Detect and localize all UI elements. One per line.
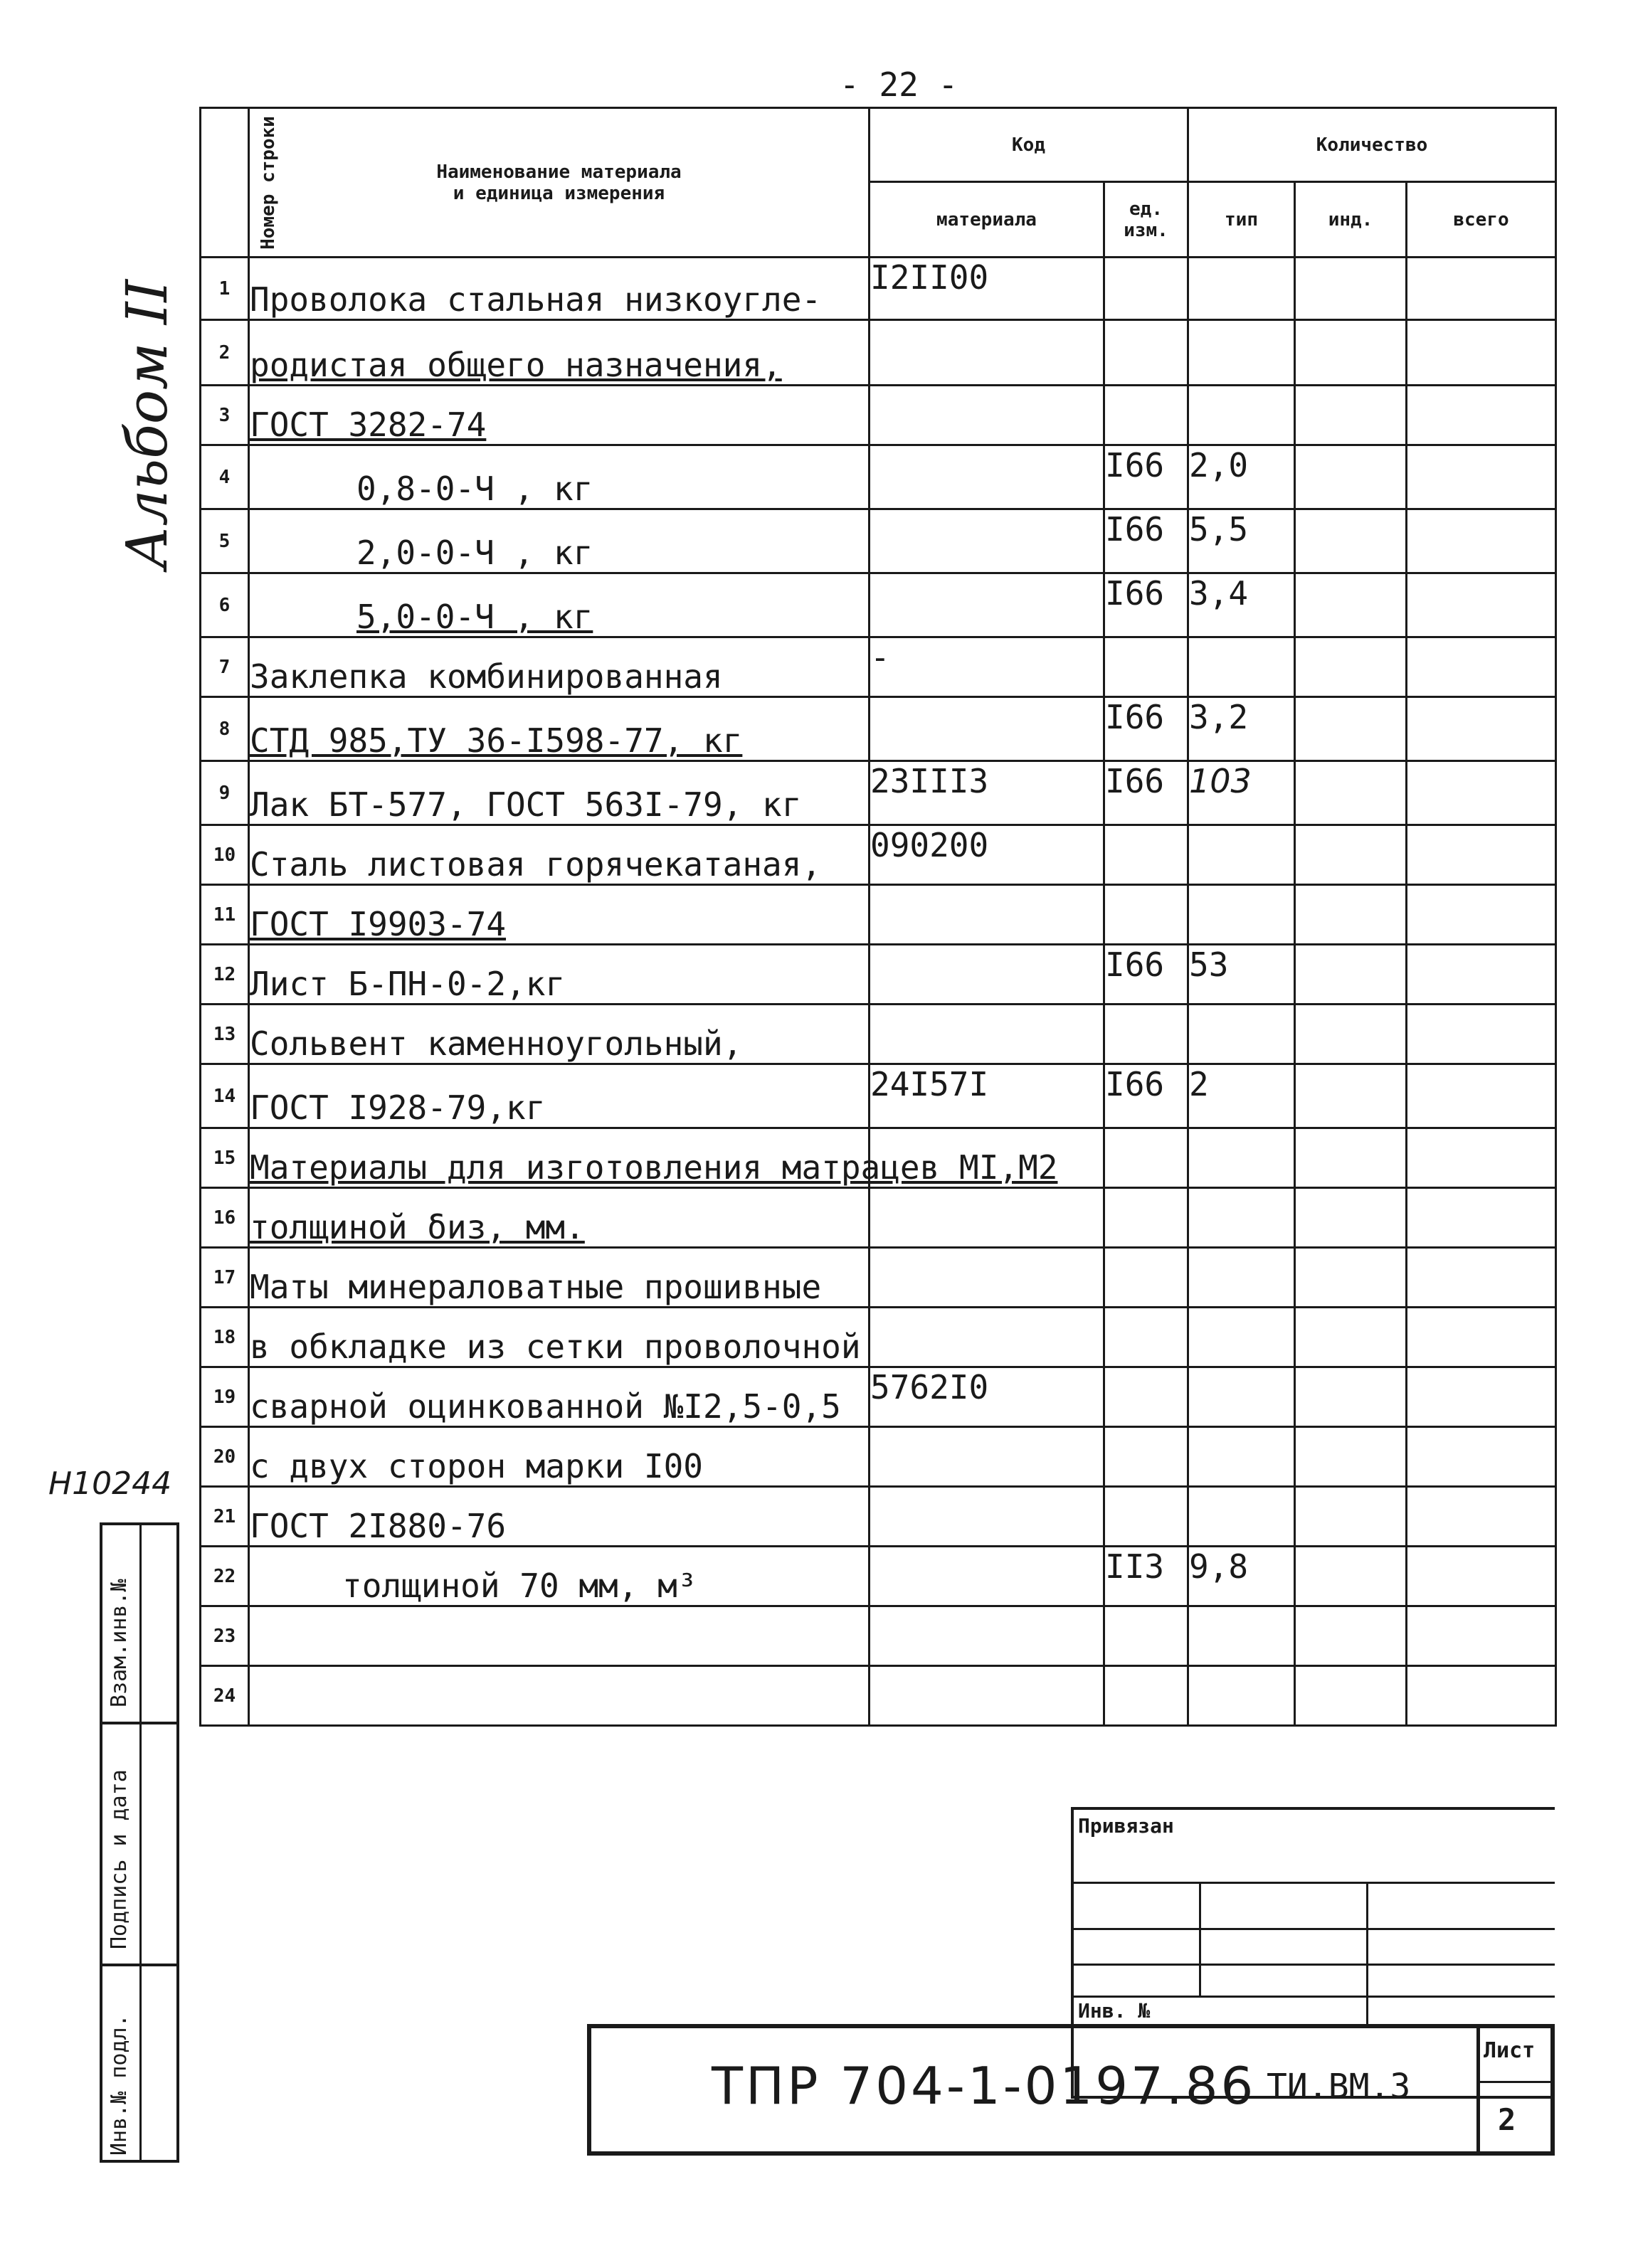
row-number: 12 [201, 945, 249, 1005]
unit-code: I66 [1104, 761, 1188, 825]
qty-typ [1188, 1427, 1295, 1487]
qty-total [1407, 1064, 1556, 1128]
qty-ind [1295, 1005, 1407, 1064]
material-code [870, 509, 1104, 573]
unit-code [1104, 1128, 1188, 1188]
material-code [870, 1666, 1104, 1726]
row-number: 14 [201, 1064, 249, 1128]
row-number: 19 [201, 1367, 249, 1427]
stamp-vline [1366, 1882, 1368, 2024]
material-name: с двух сторон марки I00 [249, 1427, 870, 1487]
unit-code: I66 [1104, 1064, 1188, 1128]
row-number: 23 [201, 1606, 249, 1666]
qty-typ [1188, 386, 1295, 445]
material-code [870, 1248, 1104, 1308]
qty-total [1407, 637, 1556, 697]
unit-code: I66 [1104, 697, 1188, 761]
unit-code [1104, 1188, 1188, 1248]
side-divider [139, 1522, 142, 2163]
qty-ind [1295, 697, 1407, 761]
qty-total [1407, 1128, 1556, 1188]
qty-ind [1295, 1427, 1407, 1487]
table-row [201, 825, 1556, 885]
table-row [201, 761, 1556, 825]
qty-ind [1295, 1487, 1407, 1547]
table-row [201, 1128, 1556, 1188]
table-row [201, 1666, 1556, 1726]
qty-typ [1188, 885, 1295, 945]
stamp-line [1071, 1996, 1555, 1998]
unit-code: I66 [1104, 509, 1188, 573]
material-code [870, 1188, 1104, 1248]
table-row [201, 1547, 1556, 1606]
material-code [870, 1547, 1104, 1606]
material-name: ГОСТ 2I880-76 [249, 1487, 870, 1547]
page-number: - 22 - [840, 65, 958, 104]
material-name: Заклепка комбинированная [249, 637, 870, 697]
material-code [870, 1005, 1104, 1064]
material-code [870, 573, 1104, 637]
material-code [870, 1606, 1104, 1666]
qty-typ [1188, 1606, 1295, 1666]
material-name: сварной оцинкованной №I2,5-0,5 [249, 1367, 870, 1427]
stamp-line [1071, 1964, 1555, 1966]
qty-ind [1295, 945, 1407, 1005]
table-row [201, 1427, 1556, 1487]
qty-typ [1188, 1487, 1295, 1547]
row-number: 18 [201, 1308, 249, 1367]
qty-ind [1295, 1128, 1407, 1188]
unit-code [1104, 320, 1188, 386]
table-row [201, 258, 1556, 320]
unit-code [1104, 1666, 1188, 1726]
stamp-line [1071, 1928, 1555, 1930]
qty-ind [1295, 1666, 1407, 1726]
row-number: 17 [201, 1248, 249, 1308]
qty-typ [1188, 825, 1295, 885]
material-name: Лист Б-ПН-0-2,кг [249, 945, 870, 1005]
table-row [201, 445, 1556, 509]
qty-ind [1295, 761, 1407, 825]
row-number: 11 [201, 885, 249, 945]
material-name: СТД 985,ТУ 36-I598-77, кг [249, 697, 870, 761]
unit-code [1104, 1487, 1188, 1547]
row-number: 1 [201, 258, 249, 320]
qty-typ [1188, 1248, 1295, 1308]
qty-ind [1295, 1064, 1407, 1128]
material-code [870, 320, 1104, 386]
material-code [870, 1487, 1104, 1547]
material-name: ГОСТ I928-79,кг [249, 1064, 870, 1128]
material-name: толщиной 70 мм, м³ [249, 1547, 870, 1606]
qty-ind-header: инд. [1295, 182, 1407, 258]
table-row [201, 885, 1556, 945]
sheet-label: Лист [1484, 2038, 1536, 2063]
table-row [201, 386, 1556, 445]
qty-total [1407, 573, 1556, 637]
material-name: Маты минераловатные прошивные [249, 1248, 870, 1308]
row-number: 22 [201, 1547, 249, 1606]
qty-ind [1295, 320, 1407, 386]
qty-total [1407, 1188, 1556, 1248]
side-code: Н10244 [48, 1466, 172, 1502]
material-name [249, 1606, 870, 1666]
qty-typ: 9,8 [1188, 1547, 1295, 1606]
material-name: ГОСТ 3282-74 [249, 386, 870, 445]
stamp-inv: Инв. № [1078, 1999, 1151, 2023]
table-row [201, 637, 1556, 697]
quantity-header: Количество [1188, 108, 1556, 182]
unit-code: II3 [1104, 1547, 1188, 1606]
qty-total [1407, 697, 1556, 761]
qty-typ [1188, 258, 1295, 320]
material-name: родистая общего назначения, [249, 320, 870, 386]
qty-total [1407, 1427, 1556, 1487]
row-number-header: Номер строки [201, 108, 249, 258]
qty-total [1407, 1005, 1556, 1064]
material-code: 5762I0 [870, 1367, 1104, 1427]
qty-typ: 53 [1188, 945, 1295, 1005]
material-name: ГОСТ I9903-74 [249, 885, 870, 945]
qty-typ [1188, 1005, 1295, 1064]
qty-ind [1295, 445, 1407, 509]
row-number: 7 [201, 637, 249, 697]
material-code: 23III3 [870, 761, 1104, 825]
sheet-number: 2 [1498, 2102, 1516, 2137]
qty-ind [1295, 1188, 1407, 1248]
table-row [201, 1308, 1556, 1367]
row-number: 16 [201, 1188, 249, 1248]
material-code [870, 885, 1104, 945]
qty-typ [1188, 1308, 1295, 1367]
unit-code [1104, 1248, 1188, 1308]
qty-typ [1188, 1666, 1295, 1726]
table-row [201, 509, 1556, 573]
stamp-line [1071, 1882, 1555, 1884]
qty-total [1407, 509, 1556, 573]
unit-code: I66 [1104, 573, 1188, 637]
material-code: - [870, 637, 1104, 697]
material-name: 0,8-0-Ч , кг [249, 445, 870, 509]
qty-typ [1188, 1367, 1295, 1427]
qty-total [1407, 1248, 1556, 1308]
document-suffix: ТИ.ВМ.3 [1267, 2067, 1411, 2107]
table-row [201, 945, 1556, 1005]
row-number: 21 [201, 1487, 249, 1547]
unit-code [1104, 1367, 1188, 1427]
qty-typ: 5,5 [1188, 509, 1295, 573]
qty-total [1407, 1606, 1556, 1666]
material-name: Проволока стальная низкоугле- [249, 258, 870, 320]
side-line [100, 1964, 179, 1966]
qty-ind [1295, 1606, 1407, 1666]
row-number: 4 [201, 445, 249, 509]
material-name: 2,0-0-Ч , кг [249, 509, 870, 573]
unit-code: I66 [1104, 945, 1188, 1005]
qty-typ [1188, 1128, 1295, 1188]
material-name: Лак БТ-577, ГОСТ 563I-79, кг [249, 761, 870, 825]
material-name: Материалы для изготовления матрацев МI,М2 [249, 1128, 870, 1188]
unit-code [1104, 386, 1188, 445]
qty-ind [1295, 885, 1407, 945]
qty-total [1407, 1547, 1556, 1606]
side-label-inv-podl: Инв.№ подл. [107, 2014, 132, 2156]
material-name: Сольвент каменноугольный, [249, 1005, 870, 1064]
qty-typ: 2 [1188, 1064, 1295, 1128]
qty-total [1407, 761, 1556, 825]
qty-ind [1295, 509, 1407, 573]
qty-total [1407, 1367, 1556, 1427]
table-row [201, 1606, 1556, 1666]
qty-total [1407, 258, 1556, 320]
qty-typ-header: тип [1188, 182, 1295, 258]
material-code: 090200 [870, 825, 1104, 885]
qty-typ: 3,2 [1188, 697, 1295, 761]
table-row [201, 1188, 1556, 1248]
unit-code [1104, 637, 1188, 697]
side-line [100, 1722, 179, 1724]
unit-code [1104, 1427, 1188, 1487]
qty-ind [1295, 1308, 1407, 1367]
material-code [870, 945, 1104, 1005]
row-number: 13 [201, 1005, 249, 1064]
unit-code: I66 [1104, 445, 1188, 509]
material-name: в обкладке из сетки проволочной [249, 1308, 870, 1367]
material-name: толщиной δиз, мм. [249, 1188, 870, 1248]
qty-typ [1188, 637, 1295, 697]
qty-ind [1295, 1547, 1407, 1606]
unit-code [1104, 258, 1188, 320]
material-name: Сталь листовая горячекатаная, [249, 825, 870, 885]
unit-code [1104, 885, 1188, 945]
material-code: 24I57I [870, 1064, 1104, 1128]
row-number: 9 [201, 761, 249, 825]
title-vline [1476, 2024, 1480, 2156]
code-material-header: материала [870, 182, 1104, 258]
table-row [201, 320, 1556, 386]
material-code [870, 386, 1104, 445]
unit-code [1104, 1005, 1188, 1064]
material-code [870, 697, 1104, 761]
row-number: 10 [201, 825, 249, 885]
unit-code [1104, 1308, 1188, 1367]
table-row [201, 1487, 1556, 1547]
qty-total [1407, 945, 1556, 1005]
document-code: ТПР 704-1-0197.86 [712, 2056, 1257, 2116]
qty-ind [1295, 573, 1407, 637]
table-row [201, 1064, 1556, 1128]
qty-ind [1295, 258, 1407, 320]
table-row [201, 1367, 1556, 1427]
qty-total [1407, 320, 1556, 386]
album-note: Альбом II [114, 279, 180, 569]
material-code: I2II00 [870, 258, 1104, 320]
row-number: 3 [201, 386, 249, 445]
code-unit-header: ед. изм. [1104, 182, 1188, 258]
qty-total [1407, 1487, 1556, 1547]
material-code [870, 445, 1104, 509]
row-number: 6 [201, 573, 249, 637]
stamp-prilozh: Привязан [1078, 1814, 1174, 1838]
qty-ind [1295, 637, 1407, 697]
qty-typ: 3,4 [1188, 573, 1295, 637]
row-number: 15 [201, 1128, 249, 1188]
row-number: 5 [201, 509, 249, 573]
unit-code [1104, 1606, 1188, 1666]
qty-total [1407, 445, 1556, 509]
title-hline [1476, 2081, 1555, 2083]
unit-code [1104, 825, 1188, 885]
qty-total [1407, 825, 1556, 885]
qty-ind [1295, 1367, 1407, 1427]
table-row [201, 573, 1556, 637]
table-row [201, 697, 1556, 761]
side-label-vzam: Взам.инв.№ [107, 1579, 132, 1707]
material-name-header: Наименование материала и единица измерения [249, 108, 870, 258]
qty-typ [1188, 320, 1295, 386]
row-number: 2 [201, 320, 249, 386]
material-code [870, 1427, 1104, 1487]
qty-ind [1295, 825, 1407, 885]
qty-total [1407, 885, 1556, 945]
qty-total [1407, 1666, 1556, 1726]
material-name: 5,0-0-Ч , кг [249, 573, 870, 637]
material-name [249, 1666, 870, 1726]
qty-total [1407, 1308, 1556, 1367]
qty-total [1407, 386, 1556, 445]
qty-total-header: всего [1407, 182, 1556, 258]
stamp-vline [1199, 1882, 1201, 1996]
qty-typ: 2,0 [1188, 445, 1295, 509]
side-label-podpis: Подпись и дата [107, 1769, 132, 1949]
code-header: Код [870, 108, 1188, 182]
row-number: 24 [201, 1666, 249, 1726]
table-row [201, 1005, 1556, 1064]
qty-ind [1295, 386, 1407, 445]
materials-table [199, 107, 1557, 1727]
row-number: 8 [201, 697, 249, 761]
material-code [870, 1308, 1104, 1367]
qty-typ [1188, 1188, 1295, 1248]
row-number: 20 [201, 1427, 249, 1487]
qty-ind [1295, 1248, 1407, 1308]
qty-typ: 103 [1188, 761, 1295, 825]
table-row [201, 1248, 1556, 1308]
